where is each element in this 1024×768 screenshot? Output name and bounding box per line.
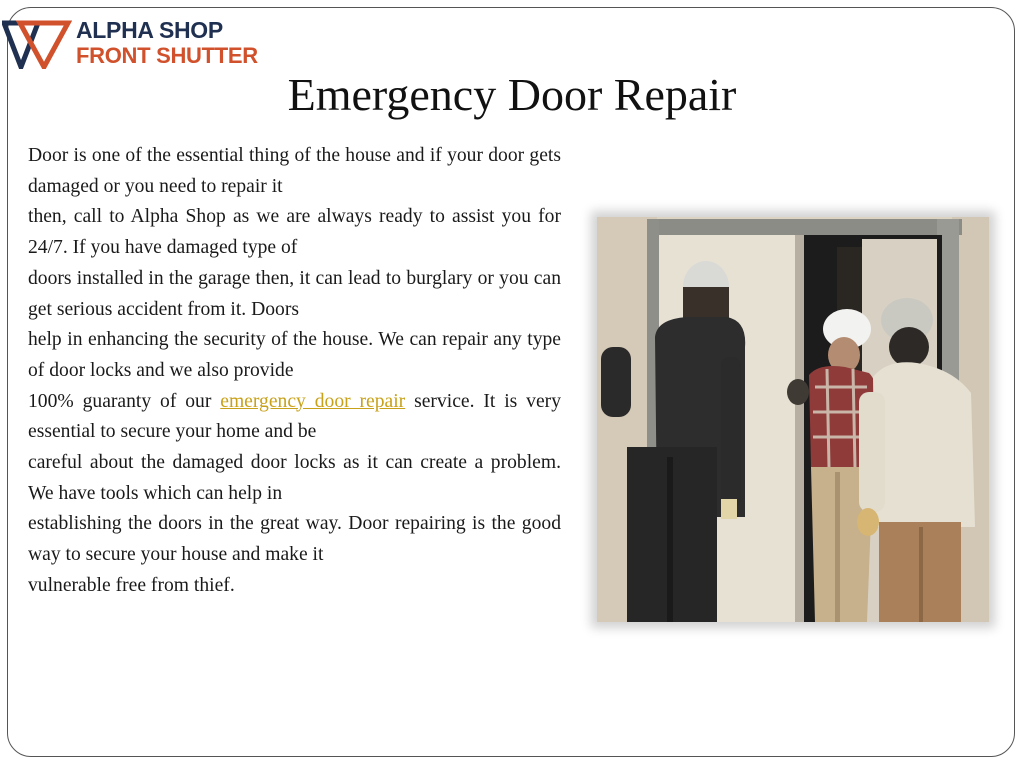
paragraph: then, call to Alpha Shop as we are always ready to assist you for 24/7. If you have damaged type of — [28, 206, 561, 259]
emergency-door-repair-link[interactable]: emergency door repair — [220, 390, 406, 412]
alpha-triangle-logo-icon — [2, 19, 72, 69]
logo-text-line2: FRONT SHUTTER — [76, 43, 258, 68]
page-title: Emergency Door Repair — [287, 69, 737, 120]
logo-text-line1: ALPHA SHOP — [76, 17, 223, 43]
paragraph: doors installed in the garage then, it can lead to burglary or you can get serious accident from it. Doors — [28, 267, 561, 320]
paragraph-with-link — [28, 387, 561, 448]
paragraph-text: 100% guaranty of our — [28, 390, 221, 412]
paragraph: vulnerable free from thief. — [28, 574, 235, 596]
paragraph-text: service. It is very essential to secure your home and be — [28, 390, 561, 443]
body-text — [28, 141, 561, 602]
company-logo — [2, 17, 262, 73]
paragraph: Door is one of the essential thing of the house and if your door gets damaged or you need to repair it — [28, 145, 561, 197]
paragraph: careful about the damaged door locks as it can create a problem. We have tools which can help in — [28, 452, 561, 504]
paragraph: establishing the doors in the great way. Door repairing is the good way to secure your house and make it — [28, 513, 561, 566]
workers-installing-door-photo — [597, 217, 989, 622]
paragraph: help in enhancing the security of the house. We can repair any type of door locks and we also provide — [28, 329, 561, 381]
